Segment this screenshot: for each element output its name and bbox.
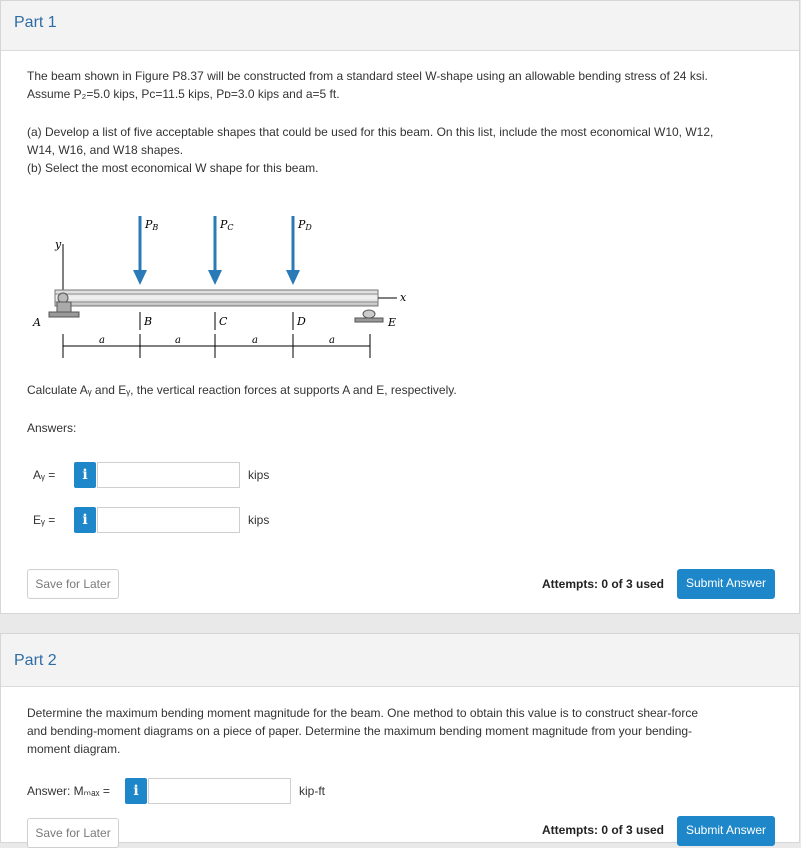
ey-label: Eᵧ = bbox=[33, 513, 56, 527]
info-icon[interactable]: i bbox=[74, 507, 96, 533]
submit-answer-button[interactable]: Submit Answer bbox=[677, 569, 775, 599]
beam-figure bbox=[29, 206, 419, 366]
part2-header bbox=[1, 634, 799, 687]
span-label-3: a bbox=[252, 335, 258, 346]
part2-line-3: moment diagram. bbox=[27, 742, 121, 756]
part1-header bbox=[1, 1, 799, 51]
label-c: C bbox=[219, 315, 228, 328]
mmax-label: Answer: Mₘₐₓ = bbox=[27, 784, 110, 798]
part2-line-1: Determine the maximum bending moment magnitude for the beam. One method to obtain this value is to construct shear-force bbox=[27, 706, 699, 720]
load-label-pd: PD bbox=[298, 218, 312, 232]
label-d: D bbox=[297, 315, 306, 328]
problem-statement bbox=[27, 67, 708, 103]
ey-unit: kips bbox=[248, 513, 270, 527]
mmax-input[interactable] bbox=[148, 778, 291, 804]
y-axis-label: y bbox=[55, 238, 62, 251]
attempts-counter: Attempts: 0 of 3 used bbox=[542, 577, 665, 591]
beam bbox=[55, 290, 378, 306]
label-a: A bbox=[33, 316, 41, 329]
mmax-unit: kip-ft bbox=[299, 784, 326, 798]
save-for-later-button[interactable]: Save for Later bbox=[27, 818, 119, 848]
attempts-counter: Attempts: 0 of 3 used bbox=[542, 823, 665, 837]
problem-tasks bbox=[27, 123, 713, 177]
x-axis-label: x bbox=[400, 291, 407, 304]
part2-title: Part 2 bbox=[14, 652, 57, 669]
label-b: B bbox=[144, 315, 153, 328]
ey-input[interactable] bbox=[97, 507, 240, 533]
save-for-later-button[interactable]: Save for Later bbox=[27, 569, 119, 599]
span-label-4: a bbox=[329, 335, 335, 346]
load-label-pc: PC bbox=[220, 218, 234, 232]
task-a-line-1: (a) Develop a list of five acceptable shapes that could be used for this beam. On this list, include the most economical W10, W12, bbox=[27, 125, 714, 139]
part2-line-2: and bending-moment diagrams on a piece of paper. Determine the maximum bending moment magnitude from your bending- bbox=[27, 724, 693, 738]
load-label-pb: PB bbox=[145, 218, 159, 232]
ay-unit: kips bbox=[248, 468, 270, 482]
roller-support-e bbox=[355, 310, 383, 322]
info-icon[interactable]: i bbox=[74, 462, 96, 488]
submit-answer-button[interactable]: Submit Answer bbox=[677, 816, 775, 846]
reaction-question: Calculate Aᵧ and Eᵧ, the vertical reaction forces at supports A and E, respectively. bbox=[27, 383, 457, 397]
ay-input[interactable] bbox=[97, 462, 240, 488]
answers-label: Answers: bbox=[27, 421, 77, 435]
task-a-line-2: W14, W16, and W18 shapes. bbox=[27, 143, 184, 157]
part2-panel bbox=[0, 633, 800, 843]
ay-label: Aᵧ = bbox=[33, 468, 56, 482]
info-icon[interactable]: i bbox=[125, 778, 147, 804]
part1-title: Part 1 bbox=[14, 14, 57, 31]
span-label-2: a bbox=[175, 335, 181, 346]
part2-statement bbox=[27, 704, 698, 758]
problem-line-2: Assume P₂=5.0 kips, Pᴄ=11.5 kips, Pᴅ=3.0 kips and a=5 ft. bbox=[27, 87, 340, 101]
dimension-line bbox=[63, 334, 370, 358]
task-b: (b) Select the most economical W shape for this beam. bbox=[27, 161, 319, 175]
problem-line-1: The beam shown in Figure P8.37 will be constructed from a standard steel W-shape using an allowable bending stress of 24 ksi. bbox=[27, 69, 708, 83]
label-e: E bbox=[388, 316, 397, 329]
span-label-1: a bbox=[99, 335, 105, 346]
